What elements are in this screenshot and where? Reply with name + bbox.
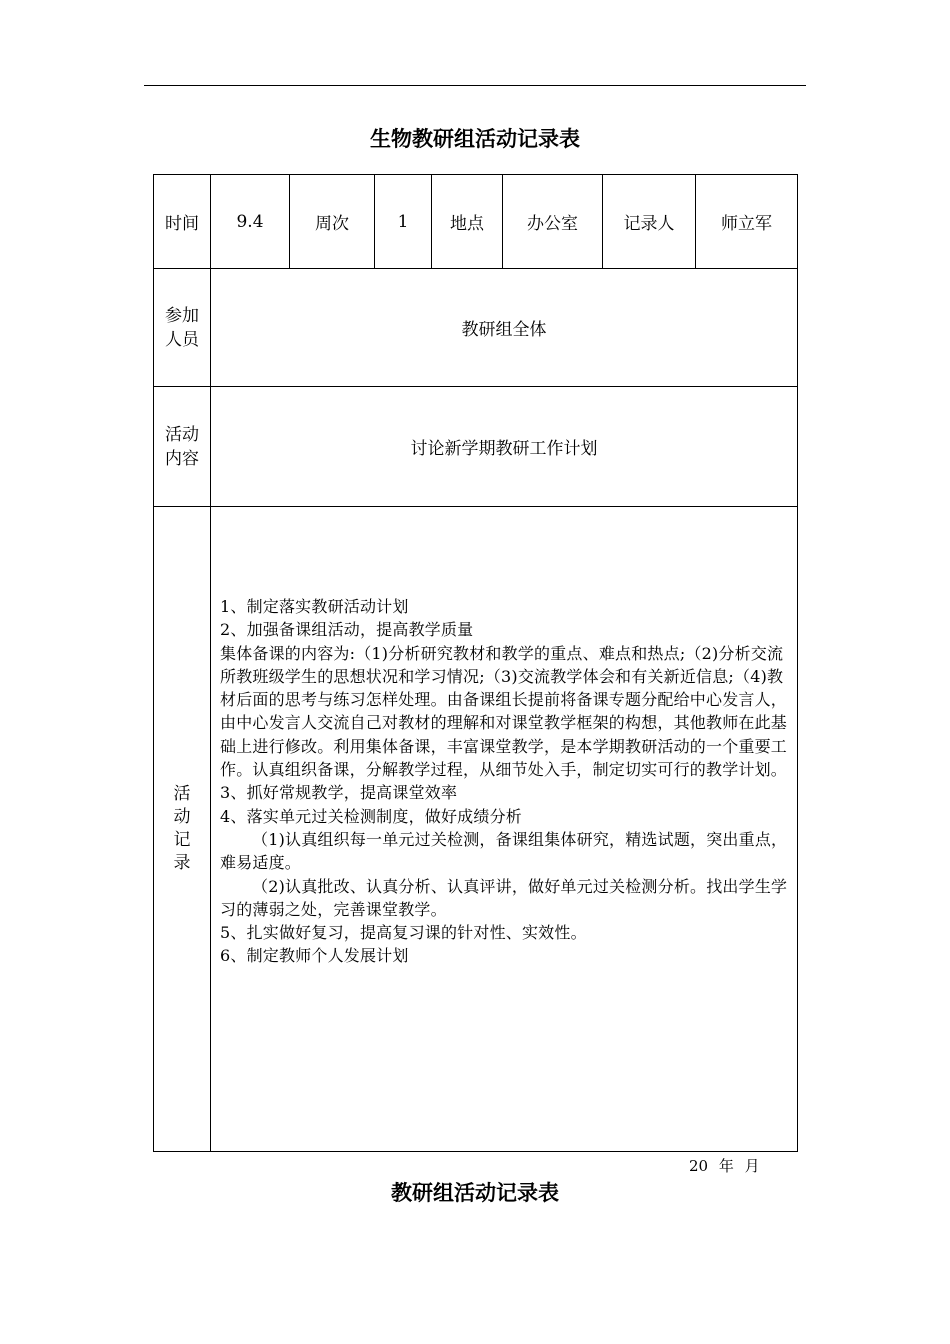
table-row-activity-content (154, 387, 798, 507)
recorder-value: 师立军 (696, 175, 798, 269)
activity-record-label-char: 动 (173, 807, 191, 827)
activity-record-label-char: 录 (173, 853, 191, 873)
place-value: 办公室 (503, 175, 603, 269)
week-label: 周次 (290, 175, 375, 269)
record-item: 4、落实单元过关检测制度，做好成绩分析 (220, 806, 522, 826)
activity-content-label-line1: 活动 (165, 424, 199, 445)
record-item: 5、扎实做好复习，提高复习课的针对性、实效性。 (220, 923, 587, 943)
record-item: 3、抓好常规教学，提高课堂效率 (220, 783, 458, 803)
participants-label (154, 269, 211, 387)
table-row-participants (154, 269, 798, 387)
activity-record-label-char: 活 (173, 784, 191, 804)
time-label: 时间 (154, 175, 211, 269)
record-item: 1、制定落实教研活动计划 (220, 597, 409, 616)
time-value: 9.4 (211, 175, 290, 269)
date-line: 20 年 月 (689, 1157, 760, 1175)
recorder-label: 记录人 (603, 175, 696, 269)
activity-content-label-line2: 内容 (165, 448, 199, 469)
activity-record-content (211, 507, 798, 1152)
participants-value: 教研组全体 (211, 269, 798, 387)
participants-label-line2: 人员 (165, 329, 199, 350)
activity-content-value: 讨论新学期教研工作计划 (211, 387, 798, 507)
place-label: 地点 (432, 175, 503, 269)
table-row-header-info (154, 175, 798, 269)
activity-content-label (154, 387, 211, 507)
participants-label-line1: 参加 (165, 305, 199, 326)
table-row-activity-record (154, 507, 798, 1152)
activity-record-label (154, 507, 211, 1152)
record-paragraph: 集体备课的内容为:（1)分析研究教材和教学的重点、难点和热点;（2)分析交流所教班级学生的思想状况和学习情况;（3)交流教学体会和有关新近信息;（4)教材后面的思考与练习怎样处理。由备课组长提前将备课专题分配给中心发言人，由中心发言人交流自己对教材的理解和对课堂教学框架的构想，其他教师在此基础上进行修改。利用集体备课，丰富课堂教学，是本学期教研活动的一个重要工作。认真组织备课，分解教学过程，从细节处入手，制定切实可行的教学计划。 (220, 643, 788, 780)
activity-record-table (153, 174, 798, 1152)
week-value: 1 (375, 175, 432, 269)
record-subitem: （2)认真批改、认真分析、认真评讲，做好单元过关检测分析。找出学生学习的薄弱之处，完善课堂教学。 (220, 876, 788, 919)
header-rule (144, 85, 806, 86)
document-title: 生物教研组活动记录表 (370, 127, 580, 151)
record-item: 6、制定教师个人发展计划 (220, 946, 409, 966)
second-document-title: 教研组活动记录表 (391, 1181, 559, 1205)
activity-record-label-char: 记 (173, 830, 191, 850)
record-item: 2、加强备课组活动，提高教学质量 (220, 620, 474, 640)
record-subitem: （1)认真组织每一单元过关检测，备课组集体研究，精选试题，突出重点，难易适度。 (220, 829, 788, 873)
